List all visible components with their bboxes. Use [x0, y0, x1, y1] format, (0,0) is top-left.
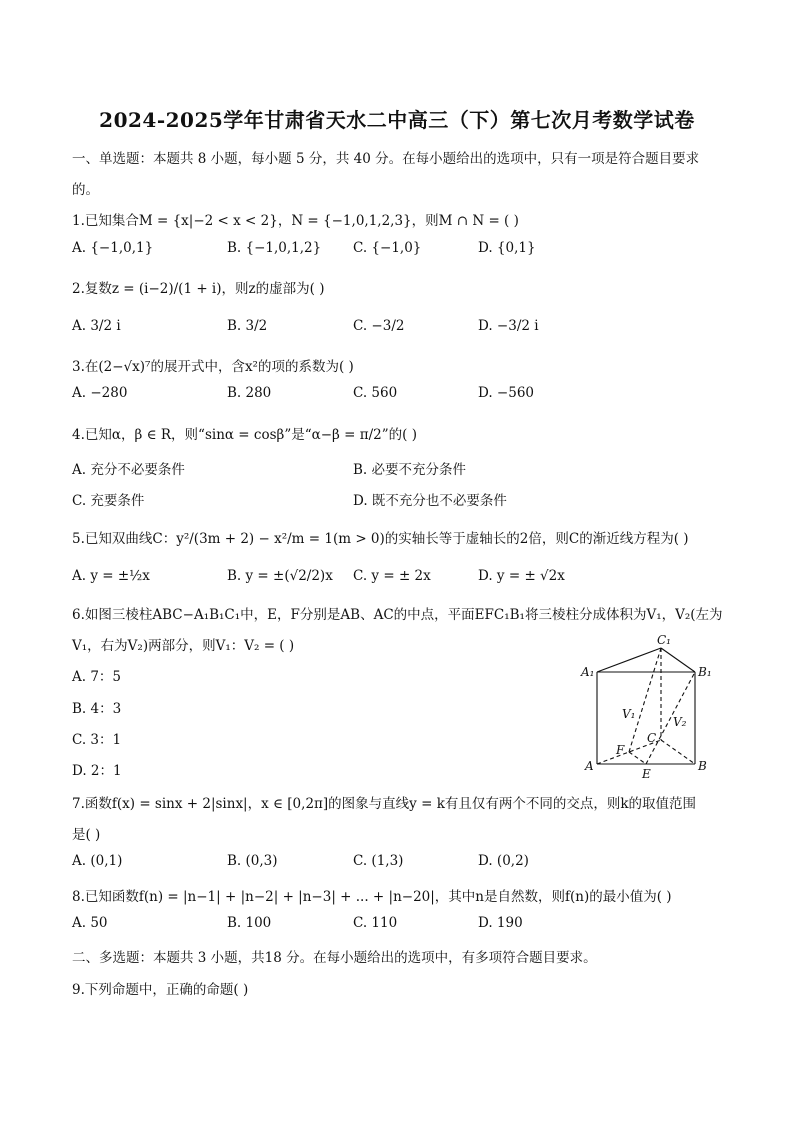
q1-option-d: D. {0,1} — [478, 240, 536, 256]
question-9-stem: 9.下列命题中，正确的命题( ) — [72, 982, 249, 998]
q5-option-c: C. y = ± 2x — [353, 568, 431, 584]
label-b1: B₁ — [698, 665, 712, 679]
question-6-stem-cont: V₁，右为V₂)两部分，则V₁：V₂ = ( ) — [72, 638, 295, 654]
q6-option-c: C. 3：1 — [72, 732, 122, 748]
section1-heading: 一、单选题：本题共 8 小题，每小题 5 分，共 40 分。在每小题给出的选项中，只有一项是符合题目要求 — [72, 151, 700, 167]
question-4-stem: 4.已知α，β ∈ R，则“sinα = cosβ”是“α−β = π/2”的( ) — [72, 427, 417, 443]
q1-option-c: C. {−1,0} — [353, 240, 422, 256]
q4-option-c: C. 充要条件 — [72, 493, 145, 509]
q7-option-c: C. (1,3) — [353, 853, 404, 869]
q6-option-b: B. 4：3 — [72, 701, 122, 717]
q1-option-a: A. {−1,0,1} — [72, 240, 154, 256]
q3-option-d: D. −560 — [478, 385, 535, 401]
q7-option-b: B. (0,3) — [227, 853, 278, 869]
q8-option-d: D. 190 — [478, 915, 523, 931]
label-b: B — [698, 759, 707, 773]
label-c1: C₁ — [657, 633, 671, 647]
q4-option-a: A. 充分不必要条件 — [72, 462, 185, 478]
label-v1: V₁ — [622, 707, 636, 721]
q3-option-c: C. 560 — [353, 385, 398, 401]
question-7-stem: 7.函数f(x) = sinx + 2|sinx|，x ∈ [0,2π]的图象与直线y = k有且仅有两个不同的交点，则k的取值范围 — [72, 796, 697, 812]
label-a: A — [585, 759, 594, 773]
question-5-stem: 5.已知双曲线C：y²/(3m + 2) − x²/m = 1(m > 0)的实轴长等于虚轴长的2倍，则C的渐近线方程为( ) — [72, 531, 689, 547]
q8-option-b: B. 100 — [227, 915, 272, 931]
q2-option-a: A. 3/2 i — [72, 318, 121, 334]
q4-option-d: D. 既不充分也不必要条件 — [353, 493, 507, 509]
q7-option-d: D. (0,2) — [478, 853, 529, 869]
label-f: F — [616, 743, 625, 757]
q2-option-d: D. −3/2 i — [478, 318, 539, 334]
question-3-stem: 3.在(2−√x)⁷的展开式中，含x²的项的系数为( ) — [72, 359, 354, 375]
label-c: C — [647, 731, 657, 745]
question-1-stem: 1.已知集合M = {x|−2 < x < 2}，N = {−1,0,1,2,3}，则M ∩ N = ( ) — [72, 213, 519, 229]
q1-option-b: B. {−1,0,1,2} — [227, 240, 322, 256]
section2-heading: 二、多选题：本题共 3 小题，共18 分。在每小题给出的选项中，有多项符合题目要求。 — [72, 950, 597, 966]
question-8-stem: 8.已知函数f(n) = |n−1| + |n−2| + |n−3| + ... + |n−20|，其中n是自然数，则f(n)的最小值为( ) — [72, 889, 672, 905]
prism-figure — [575, 628, 725, 783]
label-a1: A₁ — [581, 665, 595, 679]
q4-option-b: B. 必要不充分条件 — [353, 462, 467, 478]
label-v2: V₂ — [673, 715, 687, 729]
q3-option-a: A. −280 — [72, 385, 128, 401]
question-2-stem: 2.复数z = (i−2)/(1 + i)，则z的虚部为( ) — [72, 281, 325, 297]
question-7-stem-cont: 是( ) — [72, 827, 101, 843]
q8-option-a: A. 50 — [72, 915, 108, 931]
q8-option-c: C. 110 — [353, 915, 398, 931]
q5-option-a: A. y = ±½x — [72, 568, 150, 584]
q2-option-c: C. −3/2 — [353, 318, 405, 334]
q7-option-a: A. (0,1) — [72, 853, 123, 869]
q5-option-d: D. y = ± √2x — [478, 568, 565, 584]
question-6-stem: 6.如图三棱柱ABC−A₁B₁C₁中，E，F分别是AB、AC的中点，平面EFC₁B₁将三棱柱分成体积为V₁，V₂(左为 — [72, 607, 723, 623]
q6-option-d: D. 2：1 — [72, 763, 122, 779]
q5-option-b: B. y = ±(√2/2)x — [227, 568, 333, 584]
section1-heading-cont: 的。 — [72, 182, 99, 198]
page-title: 2024-2025学年甘肃省天水二中高三（下）第七次月考数学试卷 — [99, 108, 695, 132]
q3-option-b: B. 280 — [227, 385, 272, 401]
q6-option-a: A. 7：5 — [72, 669, 122, 685]
label-e: E — [642, 767, 651, 781]
q2-option-b: B. 3/2 — [227, 318, 268, 334]
